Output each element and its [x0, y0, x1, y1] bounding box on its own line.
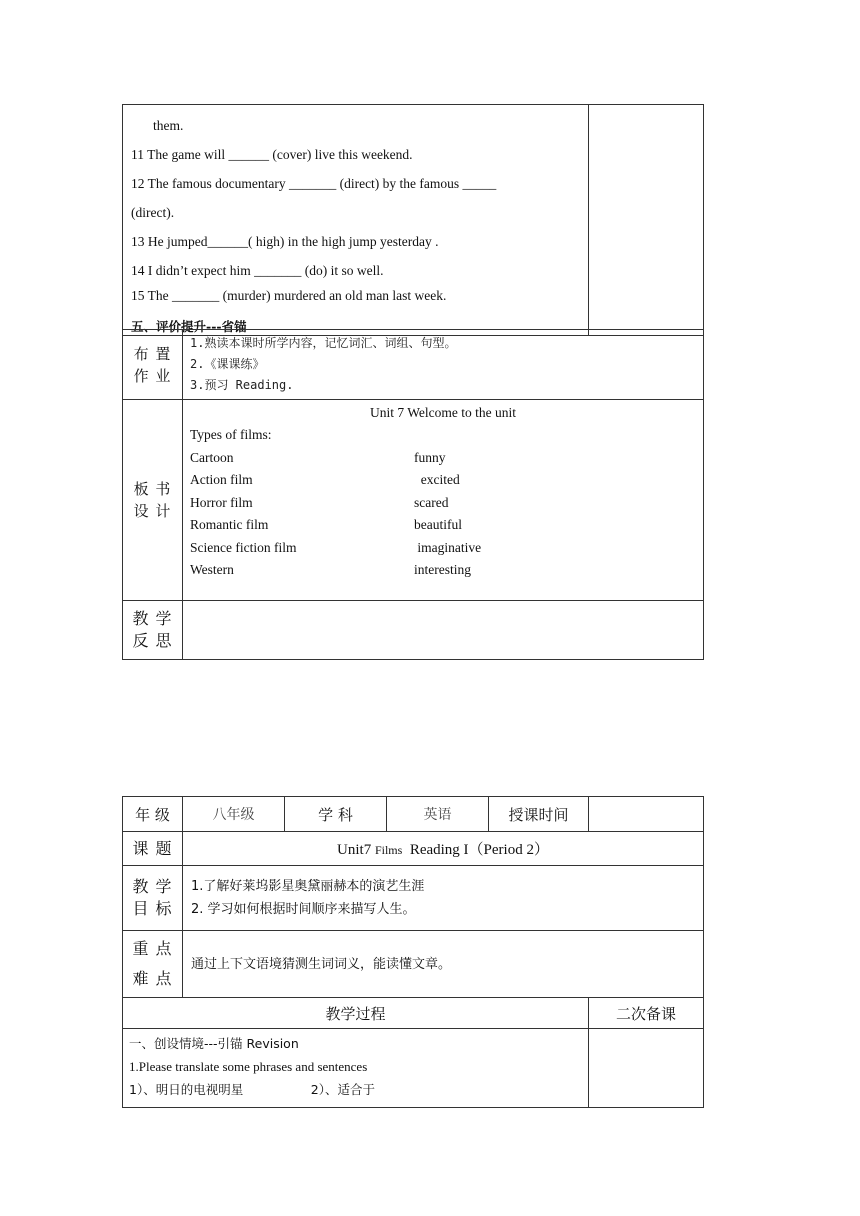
homework-item: 2.《课课练》	[190, 357, 265, 371]
board-label-b: 设 计	[133, 502, 172, 520]
key-points-cell: 通过上下文语境猜测生词词义，能读懂文章。	[183, 931, 704, 998]
topic-unit: Unit7	[337, 842, 375, 858]
goal-label-b: 目 标	[132, 899, 173, 918]
goal-cell	[183, 866, 704, 931]
film-adjective: funny	[414, 449, 446, 465]
prep-title: 二次备课	[589, 998, 704, 1029]
homework-item: 1.熟读本课时所学内容，记忆词汇、词组、句型。	[190, 336, 457, 350]
exercise-line: 13 He jumped______( high) in the high jump yesterday .	[131, 234, 439, 249]
prep-cell	[589, 1029, 704, 1108]
film-type: Cartoon	[190, 449, 234, 465]
exercise-cell	[123, 105, 589, 336]
film-adjective: imaginative	[414, 539, 482, 555]
film-type: Romantic film	[190, 517, 269, 532]
lesson-plan-table-1b	[122, 329, 704, 660]
board-label	[123, 400, 183, 601]
lesson-plan-table-1	[122, 104, 704, 336]
reflection-label	[123, 601, 183, 660]
second-prep-cell	[589, 105, 704, 336]
time-value	[589, 797, 704, 832]
key-label-b: 难 点	[132, 969, 173, 988]
key-label-a: 重 点	[132, 939, 173, 958]
film-type: Horror film	[190, 494, 253, 510]
process-title: 教学过程	[123, 998, 589, 1029]
homework-label-a: 布 置	[133, 344, 172, 363]
topic-rest: Reading I（Period 2）	[402, 842, 549, 858]
homework-label-b: 作 业	[133, 366, 172, 385]
board-row	[190, 469, 696, 492]
board-label-a: 板 书	[133, 480, 172, 498]
goal-label-a: 教 学	[132, 877, 173, 896]
board-title: Unit 7 Welcome to the unit	[369, 405, 516, 420]
film-adjective: interesting	[414, 562, 471, 577]
process-cell	[123, 1029, 589, 1108]
film-adjective: excited	[414, 472, 460, 487]
grade-label: 年 级	[123, 797, 183, 832]
homework-item: 3.预习 Reading.	[190, 378, 294, 392]
homework-cell	[183, 330, 704, 400]
lesson-plan-table-2	[122, 796, 704, 1108]
homework-label	[123, 330, 183, 400]
goal-item: 1.了解好莱坞影星奥黛丽赫本的演艺生涯	[191, 879, 425, 894]
exercise-line: 15 The _______ (murder) murdered an old man last week.	[131, 288, 447, 303]
exercise-line: 12 The famous documentary _______ (direct) by the famous _____	[131, 176, 497, 191]
board-row	[190, 514, 696, 537]
exercise-line: them.	[153, 118, 184, 133]
goal-label	[123, 866, 183, 931]
exercise-line: 11 The game will ______ (cover) live this weekend.	[131, 147, 413, 162]
board-subtitle-text: Types of films:	[190, 427, 272, 442]
film-adjective: beautiful	[414, 517, 462, 532]
film-type: Action film	[190, 472, 253, 487]
reflection-cell	[183, 601, 704, 660]
subject-value: 英语	[387, 797, 489, 832]
process-line: 1.Please translate some phrases and sentences	[129, 1059, 368, 1074]
board-row	[190, 492, 696, 515]
section-title: 五、评价提升---省锚	[131, 319, 247, 334]
key-points-label	[123, 931, 183, 998]
topic-films: Films	[374, 843, 403, 857]
film-type: Western	[190, 562, 234, 577]
reflection-label-a: 教 学	[132, 609, 173, 628]
process-line: 1）、明日的电视明星 2）、适合于	[129, 1082, 375, 1097]
exercise-line: 14 I didn’t expect him _______ (do) it so well.	[131, 263, 384, 278]
reflection-label-b: 反 思	[132, 631, 173, 650]
board-cell	[183, 400, 704, 601]
topic-label: 课 题	[123, 832, 183, 866]
board-row	[190, 447, 696, 470]
subject-label: 学 科	[285, 797, 387, 832]
process-line: 一、创设情境---引锚 Revision	[129, 1036, 299, 1051]
topic-cell	[183, 832, 704, 866]
grade-value: 八年级	[183, 797, 285, 832]
time-label: 授课时间	[489, 797, 589, 832]
film-type: Science fiction film	[190, 539, 297, 555]
film-adjective: scared	[414, 494, 449, 510]
board-row	[190, 559, 696, 582]
goal-item: 2. 学习如何根据时间顺序来描写人生。	[191, 902, 416, 917]
board-subtitle	[190, 424, 696, 447]
exercise-line: (direct).	[131, 205, 175, 220]
board-row	[190, 537, 696, 560]
